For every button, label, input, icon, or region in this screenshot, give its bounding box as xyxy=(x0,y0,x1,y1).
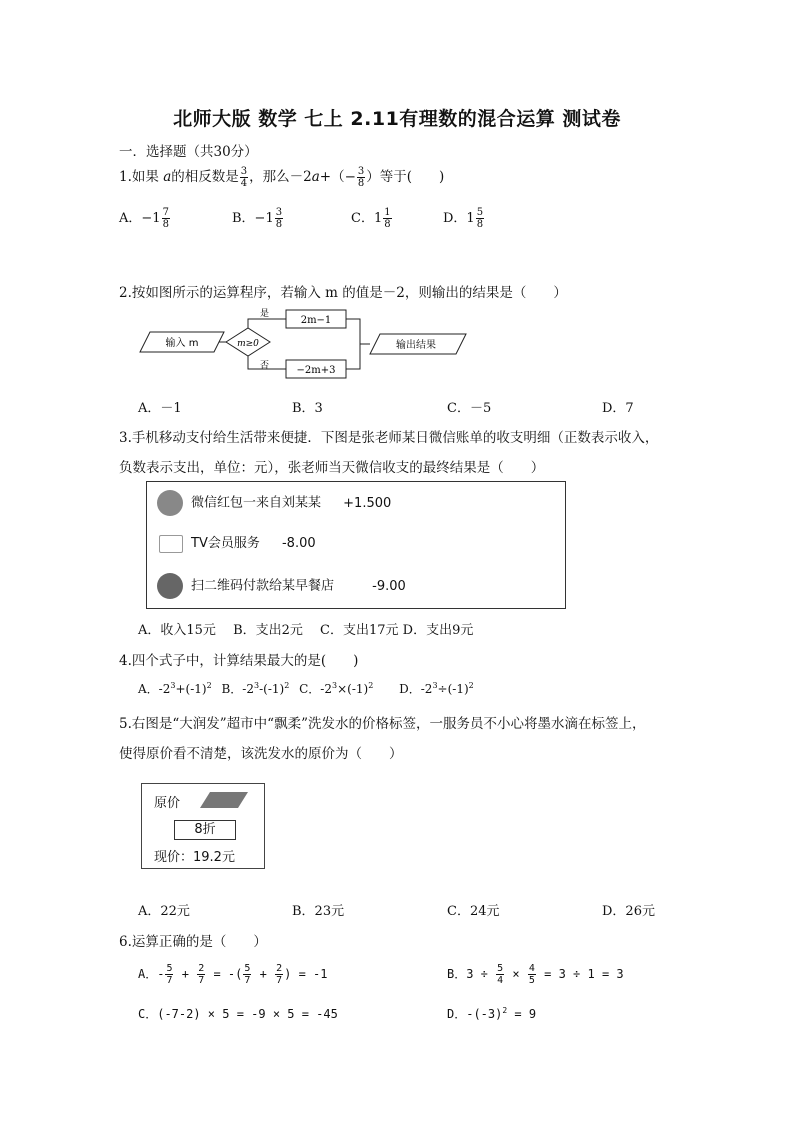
bill-row-1-label: 微信红包一来自刘某某 xyxy=(191,495,322,511)
flow-input-text: 输入 m xyxy=(165,338,199,349)
q1-frac-2: $\frac{3}{8}$ xyxy=(357,166,365,189)
question-2: 2.按如图所示的运算程序，若输入 m 的值是－2，则输出的结果是（ ） xyxy=(119,285,567,301)
flow-decision-text: m≥0 xyxy=(237,339,259,349)
section-heading: 一．选择题（共30分） xyxy=(119,144,258,160)
ink-blot-icon xyxy=(200,792,248,808)
red-packet-icon xyxy=(157,490,183,516)
q1-text-e: ）等于( ) xyxy=(366,169,445,185)
flow-yes-label: 是 xyxy=(260,309,270,319)
q2-option-a[interactable]: A．－1 xyxy=(138,401,182,416)
flow-no-label: 否 xyxy=(260,361,270,371)
question-5-line2: 使得原价看不清楚，该洗发水的原价为（ ） xyxy=(119,746,403,762)
bill-row-3 xyxy=(157,573,406,599)
q4-options xyxy=(138,680,474,697)
q6-option-b[interactable]: B．3 ÷ $\frac{5}{4}$ × $\frac{4}{5}$ = 3 ÷ 1 = 3 xyxy=(447,963,624,986)
q4-option-b[interactable]: B．$-2^3-(-1)^2$ xyxy=(221,681,290,696)
q2-flowchart xyxy=(138,306,468,380)
q5-option-d[interactable]: D．26元 xyxy=(602,904,655,919)
q2-option-d[interactable]: D．7 xyxy=(602,401,634,416)
flow-output-text: 输出结果 xyxy=(396,340,436,351)
q1-option-c[interactable]: C．1 $\frac{1}{8}$ xyxy=(351,207,391,230)
question-5-line1: 5.右图是“大润发”超市中“飘柔”洗发水的价格标签，一服务员不小心将墨水滴在标签上， xyxy=(119,716,646,732)
question-1 xyxy=(119,165,444,189)
price-tag xyxy=(141,783,265,869)
question-4: 4.四个式子中，计算结果最大的是( ) xyxy=(119,653,359,669)
bill-row-2-label: TV会员服务 xyxy=(191,536,260,551)
bill-row-1-amount: +1.500 xyxy=(343,495,392,511)
q5-option-c[interactable]: C．24元 xyxy=(447,904,500,919)
bill-row-2-amount: -8.00 xyxy=(281,536,316,551)
q1-option-a[interactable]: A．−1 $\frac{7}{8}$ xyxy=(119,207,169,230)
bill-row-1 xyxy=(157,490,391,516)
q1-frac-1: $\frac{3}{4}$ xyxy=(240,166,248,189)
bill-row-3-amount: -9.00 xyxy=(372,578,406,594)
q5-option-b[interactable]: B．23元 xyxy=(292,904,345,919)
tv-icon xyxy=(159,535,183,553)
bill-row-3-label: 扫二维码付款给某早餐店 xyxy=(191,578,335,594)
q1-var-a: a xyxy=(163,169,172,185)
flow-yes-box-text: 2m−1 xyxy=(300,315,332,326)
flow-no-box-text: −2m+3 xyxy=(296,365,336,376)
tag-current-price: 现价：19.2元 xyxy=(154,850,235,865)
question-3-line2: 负数表示支出，单位：元），张老师当天微信收支的最终结果是（ ） xyxy=(119,460,545,476)
q3-options[interactable]: A．收入15元 B．支出2元 C．支出17元 D．支出9元 xyxy=(138,623,474,638)
question-3-line1: 3.手机移动支付给生活带来便捷．下图是张老师某日微信账单的收支明细（正数表示收入， xyxy=(119,430,659,446)
page-title: 北师大版 数学 七上 2.11有理数的混合运算 测试卷 xyxy=(173,108,621,130)
q4-option-a[interactable]: A．$-2^3+(-1)^2$ xyxy=(138,681,212,696)
q5-option-a[interactable]: A．22元 xyxy=(138,904,190,919)
q4-option-c[interactable]: C．$-2^3\times(-1)^2$ xyxy=(299,681,374,696)
q1-text-d: +（− xyxy=(319,169,356,185)
tag-discount: 8折 xyxy=(174,820,236,840)
q6-option-a[interactable]: A．- $\frac{5}{7}$ + $\frac{2}{7}$ = -( $\frac{5}{7}$ + $\frac{2}{7}$ ) = -1 xyxy=(138,963,328,986)
q1-text-a: 1.如果 xyxy=(119,169,159,185)
q1-text-b: 的相反数是 xyxy=(171,169,239,185)
q4-option-d[interactable]: D．$-2^3\div(-1)^2$ xyxy=(399,681,474,696)
q1-text-c: ，那么－2 xyxy=(249,169,312,185)
q1-option-d[interactable]: D．1 $\frac{5}{8}$ xyxy=(443,207,484,230)
shop-avatar-icon xyxy=(157,573,183,599)
wechat-bill-card xyxy=(146,481,566,609)
q1-var-a-2: a xyxy=(311,169,320,185)
q6-option-c[interactable]: C．(-7-2) × 5 = -9 × 5 = -45 xyxy=(138,1007,338,1021)
q6-option-d[interactable]: D．$-(-3)^2 = 9$ xyxy=(447,1006,537,1021)
q1-option-b[interactable]: B．−1 $\frac{3}{8}$ xyxy=(232,207,283,230)
q2-option-b[interactable]: B．3 xyxy=(292,401,323,416)
question-6: 6.运算正确的是（ ） xyxy=(119,934,267,950)
bill-row-2 xyxy=(157,532,316,553)
q2-option-c[interactable]: C．－5 xyxy=(447,401,492,416)
tag-original-label: 原价 xyxy=(154,796,181,811)
